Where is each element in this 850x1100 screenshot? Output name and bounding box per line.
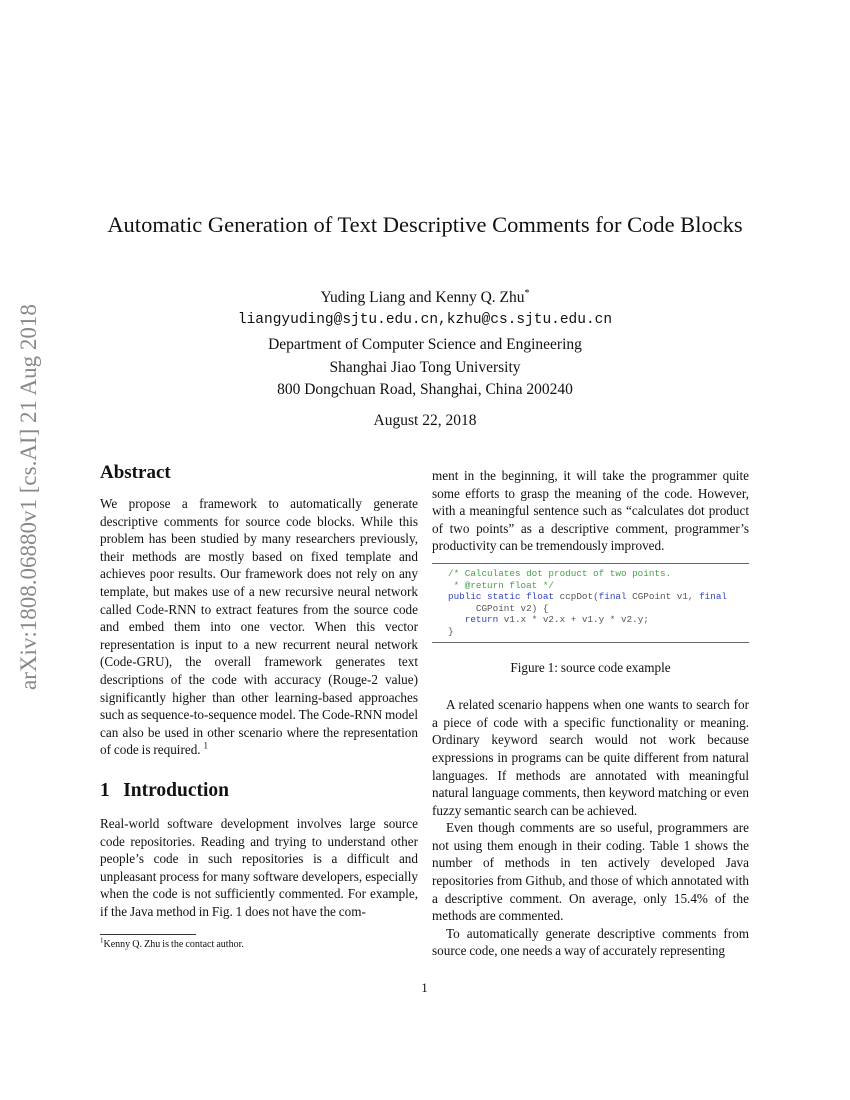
footnote-mark: 1 — [100, 937, 104, 946]
code-keyword: final — [598, 591, 627, 603]
code-text: } — [448, 625, 454, 637]
code-comment: * @return float */ — [448, 579, 555, 591]
section-title: Introduction — [123, 779, 230, 801]
figure-caption: Figure 1: source code example — [510, 659, 671, 675]
code-text: v1.x * v2.x + v1.y * v2.y; — [498, 614, 649, 626]
paragraph: ment in the beginning, it will take the programmer quite some efforts to grasp the meaning of the code. However, with a meaningful sentence such as “calculates dot product of two points” as a descriptive comment, programmer’s productivity can be tremendously improved. — [432, 468, 749, 554]
abstract-heading: Abstract — [100, 462, 171, 483]
footnote — [100, 938, 418, 951]
affiliation-line: Department of Computer Science and Engineering — [268, 336, 582, 353]
paragraph: Even though comments are so useful, programmers are not using them enough in their coding. Table 1 shows the number of methods in ten actively developed Java repositories from Github, and those of which annotated with a descriptive comment. On average, only 15.4% of the methods are commented. — [432, 820, 749, 924]
code-text: CGPoint v1, — [626, 591, 700, 603]
date: August 22, 2018 — [373, 412, 477, 429]
author-mark: * — [524, 288, 530, 299]
abstract-body: We propose a framework to automatically generate descriptive comments for source code blocks. While this problem has been studied by many researchers previously, their methods are mostly based on fixed template and achieves poor results. Our framework does not rely on any template, but makes use of a new recursive neural network called Code-RNN to extract features from the source code and embed them into one vector. When this vector representation is input to a new recurrent neural network (Code-GRU), the overall framework generates text descriptions of the code with accuracy (Rouge-2 value) significantly higher than other learning-based approaches such as sequence-to-sequence model. The Code-RNN model can also be used in other scenario where the representation of code is required. — [100, 496, 418, 758]
arxiv-stamp: arXiv:1808.06880v1 [cs.AI] 21 Aug 2018 — [16, 304, 41, 690]
page-number: 1 — [421, 980, 428, 996]
footnote-rule — [100, 934, 196, 935]
section-heading-introduction — [100, 779, 418, 803]
section-number: 1 — [100, 779, 110, 801]
right-column — [432, 467, 749, 960]
paragraph: A related scenario happens when one wants to search for a piece of code with a specific functionality or meaning. Ordinary keyword search would not work because expressions in programs can be quite different from natural languages. If methods are annotated with meaningful natural language comments, then keyword matching or even fuzzy semantic search can be achieved. — [432, 697, 749, 818]
code-keyword: public static float — [448, 591, 555, 603]
emails: liangyuding@sjtu.edu.cn,kzhu@cs.sjtu.edu.cn — [237, 312, 613, 328]
code-keyword: return — [448, 614, 499, 626]
code-comment: /* Calculates dot product of two points. — [448, 567, 672, 579]
affiliation — [100, 334, 750, 402]
intro-paragraph: Real-world software development involves large source code repositories. Reading and trying to understand other people’s code in such repositories is a difficult and unpleasant process for many software developers, especially when the code is not sufficiently commented. For example, if the Java method in Fig. 1 does not have the com- — [100, 815, 418, 919]
footnote-text: Kenny Q. Zhu is the contact author. — [103, 939, 244, 951]
paper-title: Automatic Generation of Text Descriptive Comments for Code Blocks — [107, 212, 743, 237]
affiliation-line: Shanghai Jiao Tong University — [329, 358, 521, 376]
authors — [100, 288, 750, 307]
footnote-ref: 1 — [203, 740, 209, 751]
author-names: Yuding Liang and Kenny Q. Zhu — [320, 289, 525, 307]
left-column — [100, 461, 418, 951]
code-listing — [432, 563, 749, 643]
code-text: ccpDot( — [554, 591, 599, 603]
abstract-text — [100, 495, 418, 759]
paper-body — [100, 461, 749, 1036]
code-text: CGPoint v2) { — [448, 602, 549, 614]
code-keyword: final — [699, 591, 727, 603]
paragraph: To automatically generate descriptive comments from source code, one needs a way of accurately representing — [432, 925, 749, 959]
two-columns — [100, 461, 749, 960]
affiliation-line: 800 Dongchuan Road, Shanghai, China 200240 — [277, 381, 573, 398]
